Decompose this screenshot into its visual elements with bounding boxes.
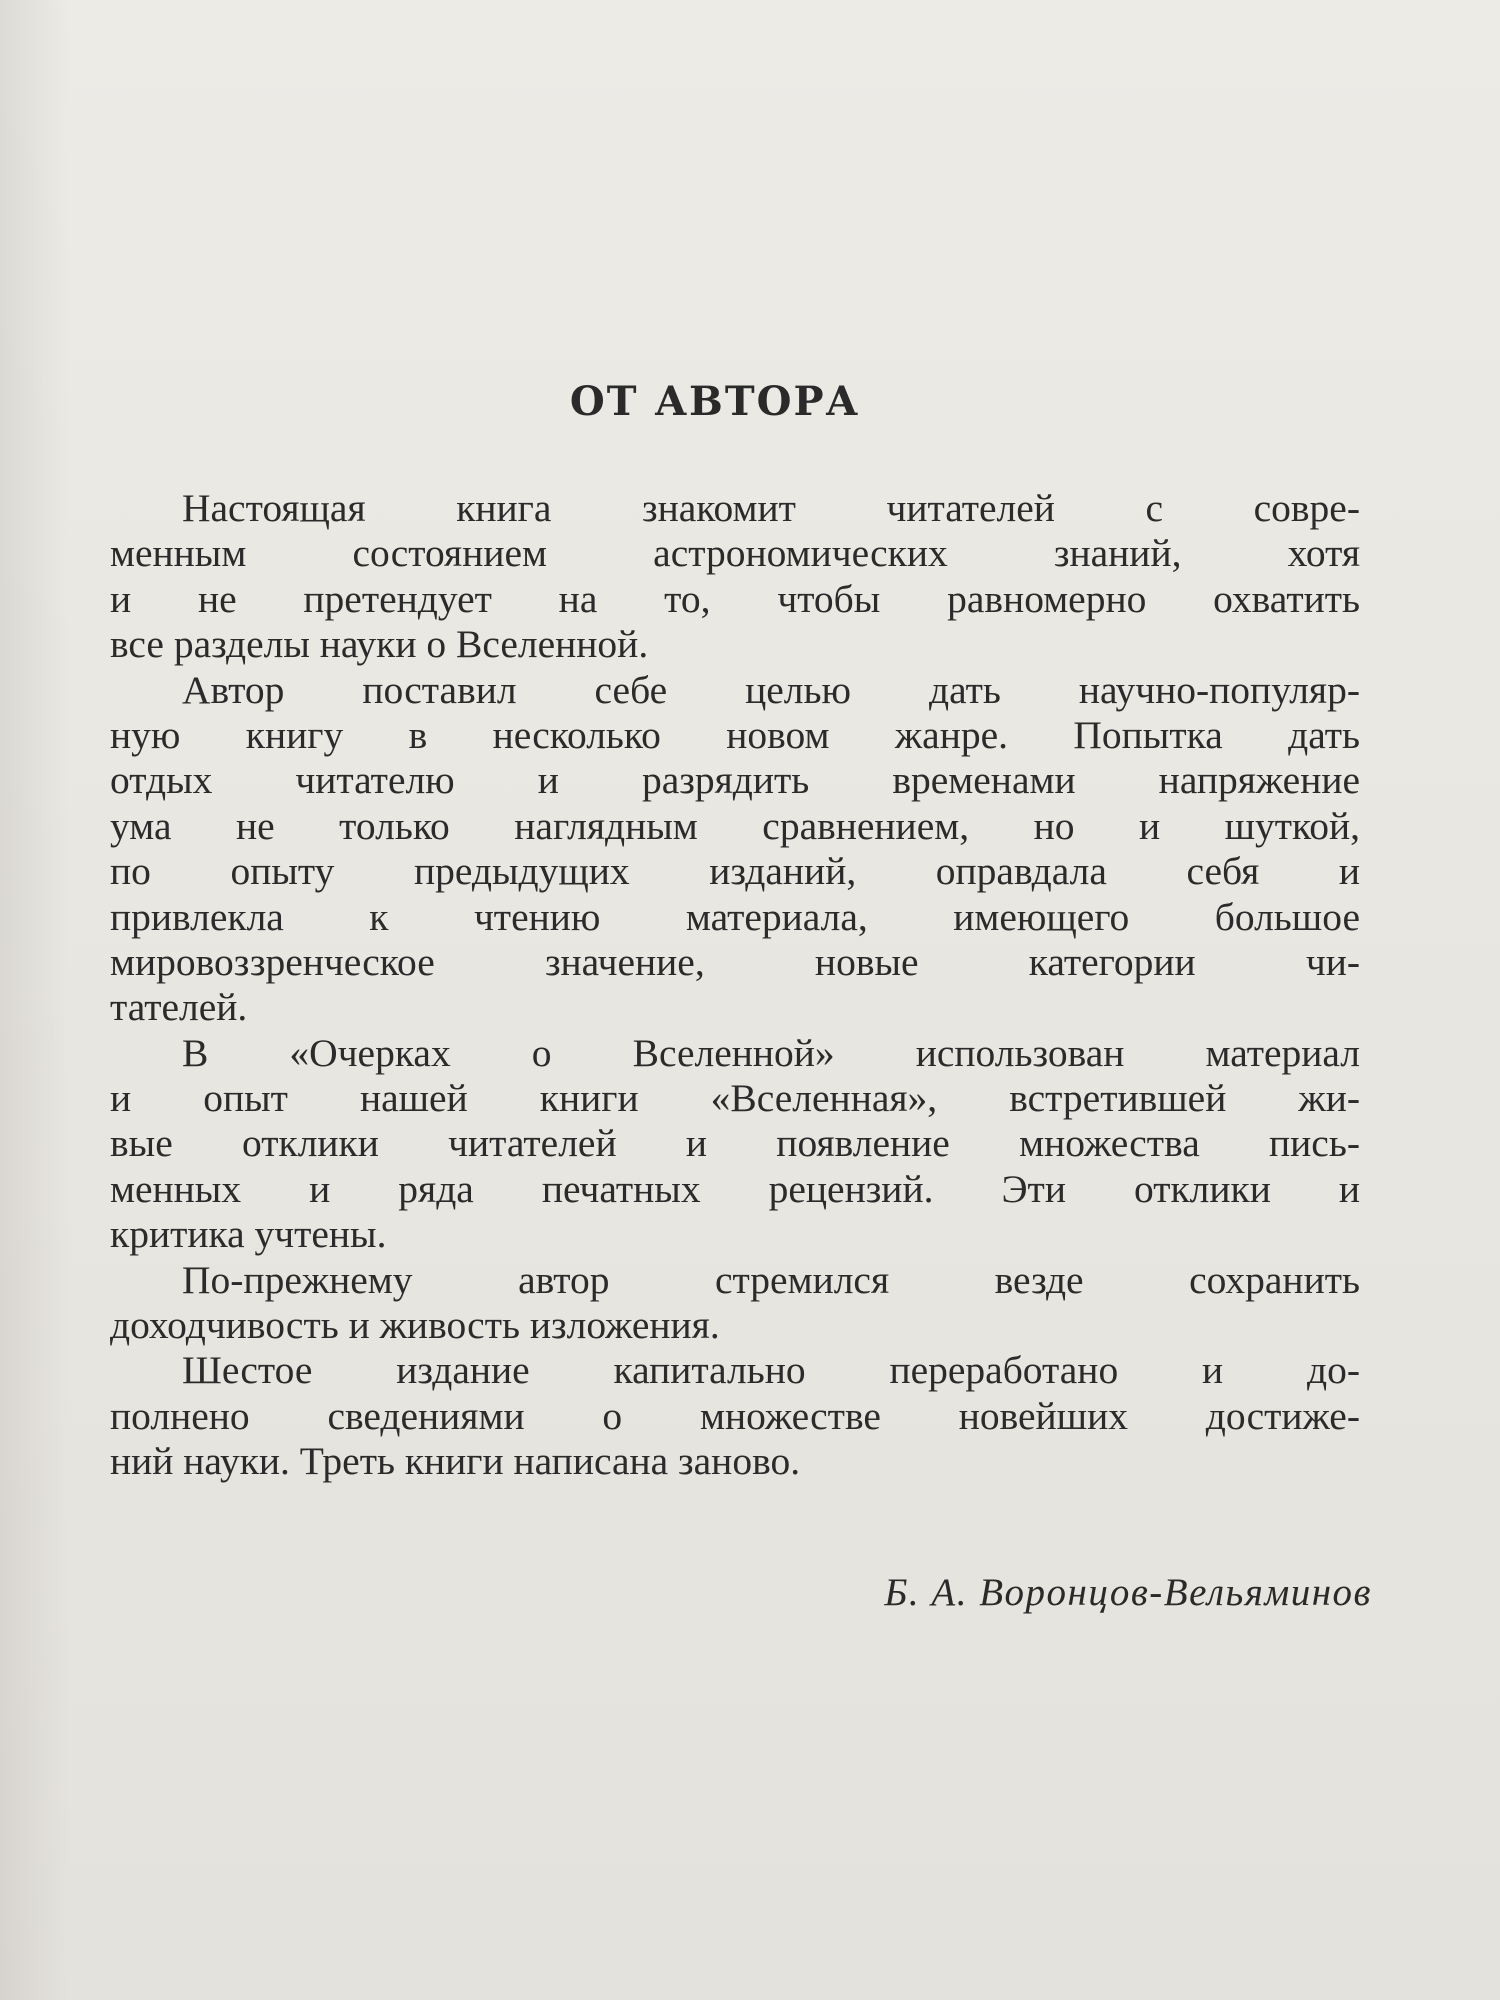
text-line: менным состоянием астрономических знаний, хотя (110, 531, 1360, 576)
text-line: все разделы науки о Вселенной. (110, 622, 649, 667)
body-text (110, 486, 1360, 1485)
text-line: по опыту предыдущих изданий, оправдала себя и (110, 849, 1360, 894)
author-signature: Б. А. Воронцов-Вельяминов (884, 1571, 1372, 1614)
text-line: доходчивость и живость изложения. (110, 1303, 720, 1348)
text-line: ний науки. Треть книги написана заново. (110, 1439, 801, 1484)
page-gutter-shadow (0, 0, 70, 2000)
text-line: По-прежнему автор стремился везде сохранить (182, 1257, 1360, 1302)
text-line: мировоззренческое значение, новые категории чи- (110, 939, 1360, 984)
text-line: Шестое издание капитально переработано и до- (182, 1348, 1360, 1393)
text-line: В «Очерках о Вселенной» использован материал (182, 1030, 1360, 1075)
text-line: отдых читателю и разрядить временами напряжение (110, 758, 1360, 803)
text-line: вые отклики читателей и появление множества пись- (110, 1121, 1360, 1166)
text-line: и не претендует на то, чтобы равномерно охватить (110, 576, 1360, 621)
text-line: критика учтены. (110, 1212, 387, 1257)
text-line: и опыт нашей книги «Вселенная», встретившей жи- (110, 1076, 1360, 1121)
text-line: тателей. (110, 985, 248, 1030)
text-line: менных и ряда печатных рецензий. Эти отклики и (110, 1166, 1360, 1211)
text-line: Настоящая книга знакомит читателей с совре- (182, 486, 1360, 530)
text-line: привлекла к чтению материала, имеющего большое (110, 894, 1360, 939)
text-line: ную книгу в несколько новом жанре. Попытка дать (110, 712, 1360, 757)
text-line: полнено сведениями о множестве новейших достиже- (110, 1393, 1360, 1438)
page-title: ОТ АВТОРА (569, 378, 861, 425)
text-line: ума не только наглядным сравнением, но и шуткой, (110, 803, 1360, 848)
text-line: Автор поставил себе целью дать научно-популяр- (182, 667, 1360, 712)
